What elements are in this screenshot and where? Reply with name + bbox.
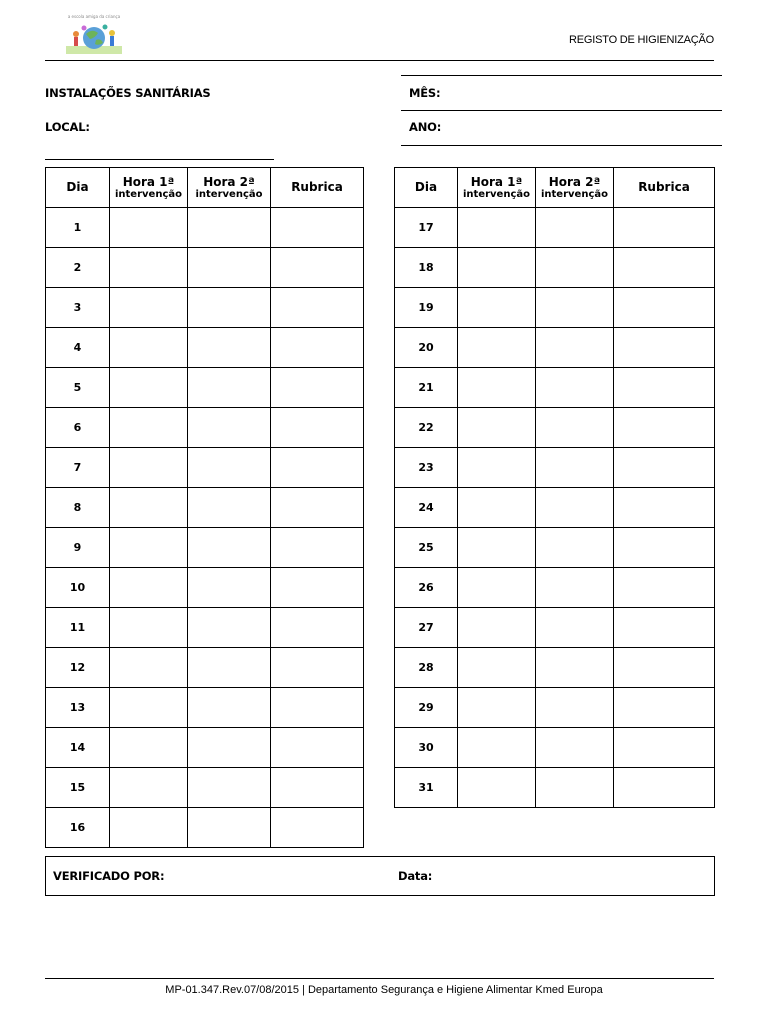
hour1-cell[interactable] xyxy=(110,448,188,488)
table-row xyxy=(395,488,715,528)
hour2-cell[interactable] xyxy=(188,568,271,608)
table-row xyxy=(46,608,364,648)
table-header-row xyxy=(46,168,364,208)
table-row xyxy=(395,448,715,488)
hour2-cell[interactable] xyxy=(536,368,614,408)
signature-cell[interactable] xyxy=(271,528,364,568)
hour1-cell[interactable] xyxy=(458,488,536,528)
table-row xyxy=(46,648,364,688)
hour2-cell[interactable] xyxy=(536,648,614,688)
signature-cell[interactable] xyxy=(614,288,715,328)
hour1-cell[interactable] xyxy=(110,248,188,288)
day-cell: 7 xyxy=(46,448,110,488)
hour2-cell[interactable] xyxy=(536,768,614,808)
logo-text: a escola amiga da criança xyxy=(67,14,121,19)
hour2-cell[interactable] xyxy=(188,408,271,448)
day-cell: 27 xyxy=(395,608,458,648)
hour1-cell[interactable] xyxy=(458,568,536,608)
table-row xyxy=(46,568,364,608)
local-label: LOCAL: xyxy=(45,120,90,134)
hour1-cell[interactable] xyxy=(110,528,188,568)
hour2-cell[interactable] xyxy=(188,728,271,768)
col-hour2-header: Hora 2ª intervenção xyxy=(536,168,614,208)
hour2-cell[interactable] xyxy=(536,288,614,328)
verified-by-label: VERIFICADO POR: xyxy=(53,869,165,883)
day-cell: 24 xyxy=(395,488,458,528)
hour1-cell[interactable] xyxy=(458,688,536,728)
col-hour1-header: Hora 1ª intervenção xyxy=(110,168,188,208)
table-row xyxy=(395,368,715,408)
day-cell: 15 xyxy=(46,768,110,808)
table-body-right xyxy=(395,208,715,808)
signature-cell[interactable] xyxy=(614,448,715,488)
signature-cell[interactable] xyxy=(271,728,364,768)
day-cell: 3 xyxy=(46,288,110,328)
col-signature-header: Rubrica xyxy=(271,168,364,208)
day-cell: 19 xyxy=(395,288,458,328)
day-cell: 25 xyxy=(395,528,458,568)
day-cell: 1 xyxy=(46,208,110,248)
signature-cell[interactable] xyxy=(271,328,364,368)
table-row xyxy=(395,768,715,808)
hour1-cell[interactable] xyxy=(458,408,536,448)
table-row xyxy=(395,688,715,728)
hour2-cell[interactable] xyxy=(188,328,271,368)
year-field-line[interactable] xyxy=(401,145,722,146)
day-cell: 8 xyxy=(46,488,110,528)
hour1-cell[interactable] xyxy=(110,328,188,368)
signature-cell[interactable] xyxy=(271,368,364,408)
month-field-line[interactable] xyxy=(401,110,722,111)
hour1-cell[interactable] xyxy=(110,488,188,528)
hour1-cell[interactable] xyxy=(458,608,536,648)
hour2-cell[interactable] xyxy=(188,528,271,568)
header-divider xyxy=(45,60,714,61)
col-signature-header: Rubrica xyxy=(614,168,715,208)
table-header-row xyxy=(395,168,715,208)
hour2-cell[interactable] xyxy=(536,248,614,288)
signature-cell[interactable] xyxy=(614,208,715,248)
hour2-cell[interactable] xyxy=(536,488,614,528)
table-row xyxy=(46,688,364,728)
signature-cell[interactable] xyxy=(614,728,715,768)
table-row xyxy=(395,728,715,768)
day-cell: 26 xyxy=(395,568,458,608)
signature-cell[interactable] xyxy=(614,768,715,808)
signature-cell[interactable] xyxy=(614,528,715,568)
table-body-left xyxy=(46,208,364,848)
table-row xyxy=(46,248,364,288)
hour1-cell[interactable] xyxy=(110,768,188,808)
day-cell: 12 xyxy=(46,648,110,688)
col-day-header: Dia xyxy=(46,168,110,208)
hour2-cell[interactable] xyxy=(188,208,271,248)
day-cell: 16 xyxy=(46,808,110,848)
day-cell: 28 xyxy=(395,648,458,688)
table-row xyxy=(46,368,364,408)
verification-box xyxy=(45,856,715,896)
hour1-cell[interactable] xyxy=(458,328,536,368)
day-cell: 18 xyxy=(395,248,458,288)
installations-label: INSTALAÇÕES SANITÁRIAS xyxy=(45,86,211,100)
hygiene-table-left xyxy=(45,167,364,848)
hygiene-table-right xyxy=(394,167,715,808)
signature-cell[interactable] xyxy=(271,608,364,648)
signature-cell[interactable] xyxy=(271,808,364,848)
signature-cell[interactable] xyxy=(271,248,364,288)
signature-cell[interactable] xyxy=(271,208,364,248)
day-cell: 20 xyxy=(395,328,458,368)
signature-cell[interactable] xyxy=(614,368,715,408)
hour2-cell[interactable] xyxy=(536,408,614,448)
hour2-cell[interactable] xyxy=(188,808,271,848)
month-top-line xyxy=(401,75,722,76)
day-cell: 4 xyxy=(46,328,110,368)
col-day-header: Dia xyxy=(395,168,458,208)
day-cell: 9 xyxy=(46,528,110,568)
hour1-cell[interactable] xyxy=(110,688,188,728)
table-row xyxy=(395,328,715,368)
hour1-cell[interactable] xyxy=(458,448,536,488)
hour1-cell[interactable] xyxy=(110,368,188,408)
signature-cell[interactable] xyxy=(271,288,364,328)
signature-cell[interactable] xyxy=(614,568,715,608)
hour2-cell[interactable] xyxy=(536,528,614,568)
signature-cell[interactable] xyxy=(271,448,364,488)
day-cell: 14 xyxy=(46,728,110,768)
signature-cell[interactable] xyxy=(614,408,715,448)
hour2-cell[interactable] xyxy=(188,648,271,688)
school-logo xyxy=(64,12,124,56)
hour2-cell[interactable] xyxy=(188,608,271,648)
month-label: MÊS: xyxy=(409,86,441,100)
signature-cell[interactable] xyxy=(614,248,715,288)
table-row xyxy=(46,808,364,848)
table-row xyxy=(395,288,715,328)
signature-cell[interactable] xyxy=(614,608,715,648)
day-cell: 11 xyxy=(46,608,110,648)
hour2-cell[interactable] xyxy=(536,568,614,608)
hour2-cell[interactable] xyxy=(536,328,614,368)
table-row xyxy=(395,528,715,568)
hour1-cell[interactable] xyxy=(110,808,188,848)
day-cell: 6 xyxy=(46,408,110,448)
signature-cell[interactable] xyxy=(614,688,715,728)
table-row xyxy=(395,608,715,648)
hour1-cell[interactable] xyxy=(110,648,188,688)
hour1-cell[interactable] xyxy=(458,648,536,688)
table-row xyxy=(46,768,364,808)
signature-cell[interactable] xyxy=(271,688,364,728)
col-hour1-header: Hora 1ª intervenção xyxy=(458,168,536,208)
day-cell: 21 xyxy=(395,368,458,408)
table-row xyxy=(46,408,364,448)
table-row xyxy=(46,528,364,568)
signature-cell[interactable] xyxy=(614,328,715,368)
local-field-line[interactable] xyxy=(45,159,274,160)
table-row xyxy=(46,208,364,248)
table-row xyxy=(395,208,715,248)
signature-cell[interactable] xyxy=(271,568,364,608)
day-cell: 23 xyxy=(395,448,458,488)
hour1-cell[interactable] xyxy=(110,208,188,248)
col-hour2-header: Hora 2ª intervenção xyxy=(188,168,271,208)
day-cell: 10 xyxy=(46,568,110,608)
signature-cell[interactable] xyxy=(614,648,715,688)
table-row xyxy=(395,248,715,288)
hour1-cell[interactable] xyxy=(458,208,536,248)
table-row xyxy=(395,648,715,688)
signature-cell[interactable] xyxy=(614,488,715,528)
hour1-cell[interactable] xyxy=(110,288,188,328)
hour1-cell[interactable] xyxy=(458,768,536,808)
hour1-cell[interactable] xyxy=(458,288,536,328)
hour1-cell[interactable] xyxy=(458,528,536,568)
hour2-cell[interactable] xyxy=(188,688,271,728)
day-cell: 31 xyxy=(395,768,458,808)
hour2-cell[interactable] xyxy=(188,448,271,488)
hour2-cell[interactable] xyxy=(188,368,271,408)
hour1-cell[interactable] xyxy=(110,728,188,768)
signature-cell[interactable] xyxy=(271,408,364,448)
day-cell: 30 xyxy=(395,728,458,768)
hour1-cell[interactable] xyxy=(110,608,188,648)
signature-cell[interactable] xyxy=(271,768,364,808)
footer-text: MP-01.347.Rev.07/08/2015 | Departamento Segurança e Higiene Alimentar Kmed Europa xyxy=(165,984,603,996)
hour2-cell[interactable] xyxy=(188,768,271,808)
hour1-cell[interactable] xyxy=(110,408,188,448)
day-cell: 5 xyxy=(46,368,110,408)
school-logo-icon xyxy=(64,12,124,56)
table-row xyxy=(46,288,364,328)
date-label: Data: xyxy=(398,869,433,883)
hour1-cell[interactable] xyxy=(458,728,536,768)
hour2-cell[interactable] xyxy=(536,448,614,488)
footer-divider xyxy=(45,978,714,979)
table-row xyxy=(395,408,715,448)
hour1-cell[interactable] xyxy=(458,368,536,408)
year-label: ANO: xyxy=(409,120,442,134)
signature-cell[interactable] xyxy=(271,488,364,528)
day-cell: 22 xyxy=(395,408,458,448)
day-cell: 13 xyxy=(46,688,110,728)
table-row xyxy=(46,328,364,368)
hour2-cell[interactable] xyxy=(536,608,614,648)
day-cell: 2 xyxy=(46,248,110,288)
day-cell: 17 xyxy=(395,208,458,248)
table-row xyxy=(46,728,364,768)
signature-cell[interactable] xyxy=(271,648,364,688)
hour2-cell[interactable] xyxy=(536,208,614,248)
table-row xyxy=(46,448,364,488)
hour2-cell[interactable] xyxy=(188,248,271,288)
day-cell: 29 xyxy=(395,688,458,728)
hour1-cell[interactable] xyxy=(458,248,536,288)
hour2-cell[interactable] xyxy=(536,728,614,768)
document-title: REGISTO DE HIGIENIZAÇÃO xyxy=(569,34,714,46)
hour1-cell[interactable] xyxy=(110,568,188,608)
hour2-cell[interactable] xyxy=(188,288,271,328)
table-row xyxy=(46,488,364,528)
hour2-cell[interactable] xyxy=(536,688,614,728)
table-row xyxy=(395,568,715,608)
hour2-cell[interactable] xyxy=(188,488,271,528)
